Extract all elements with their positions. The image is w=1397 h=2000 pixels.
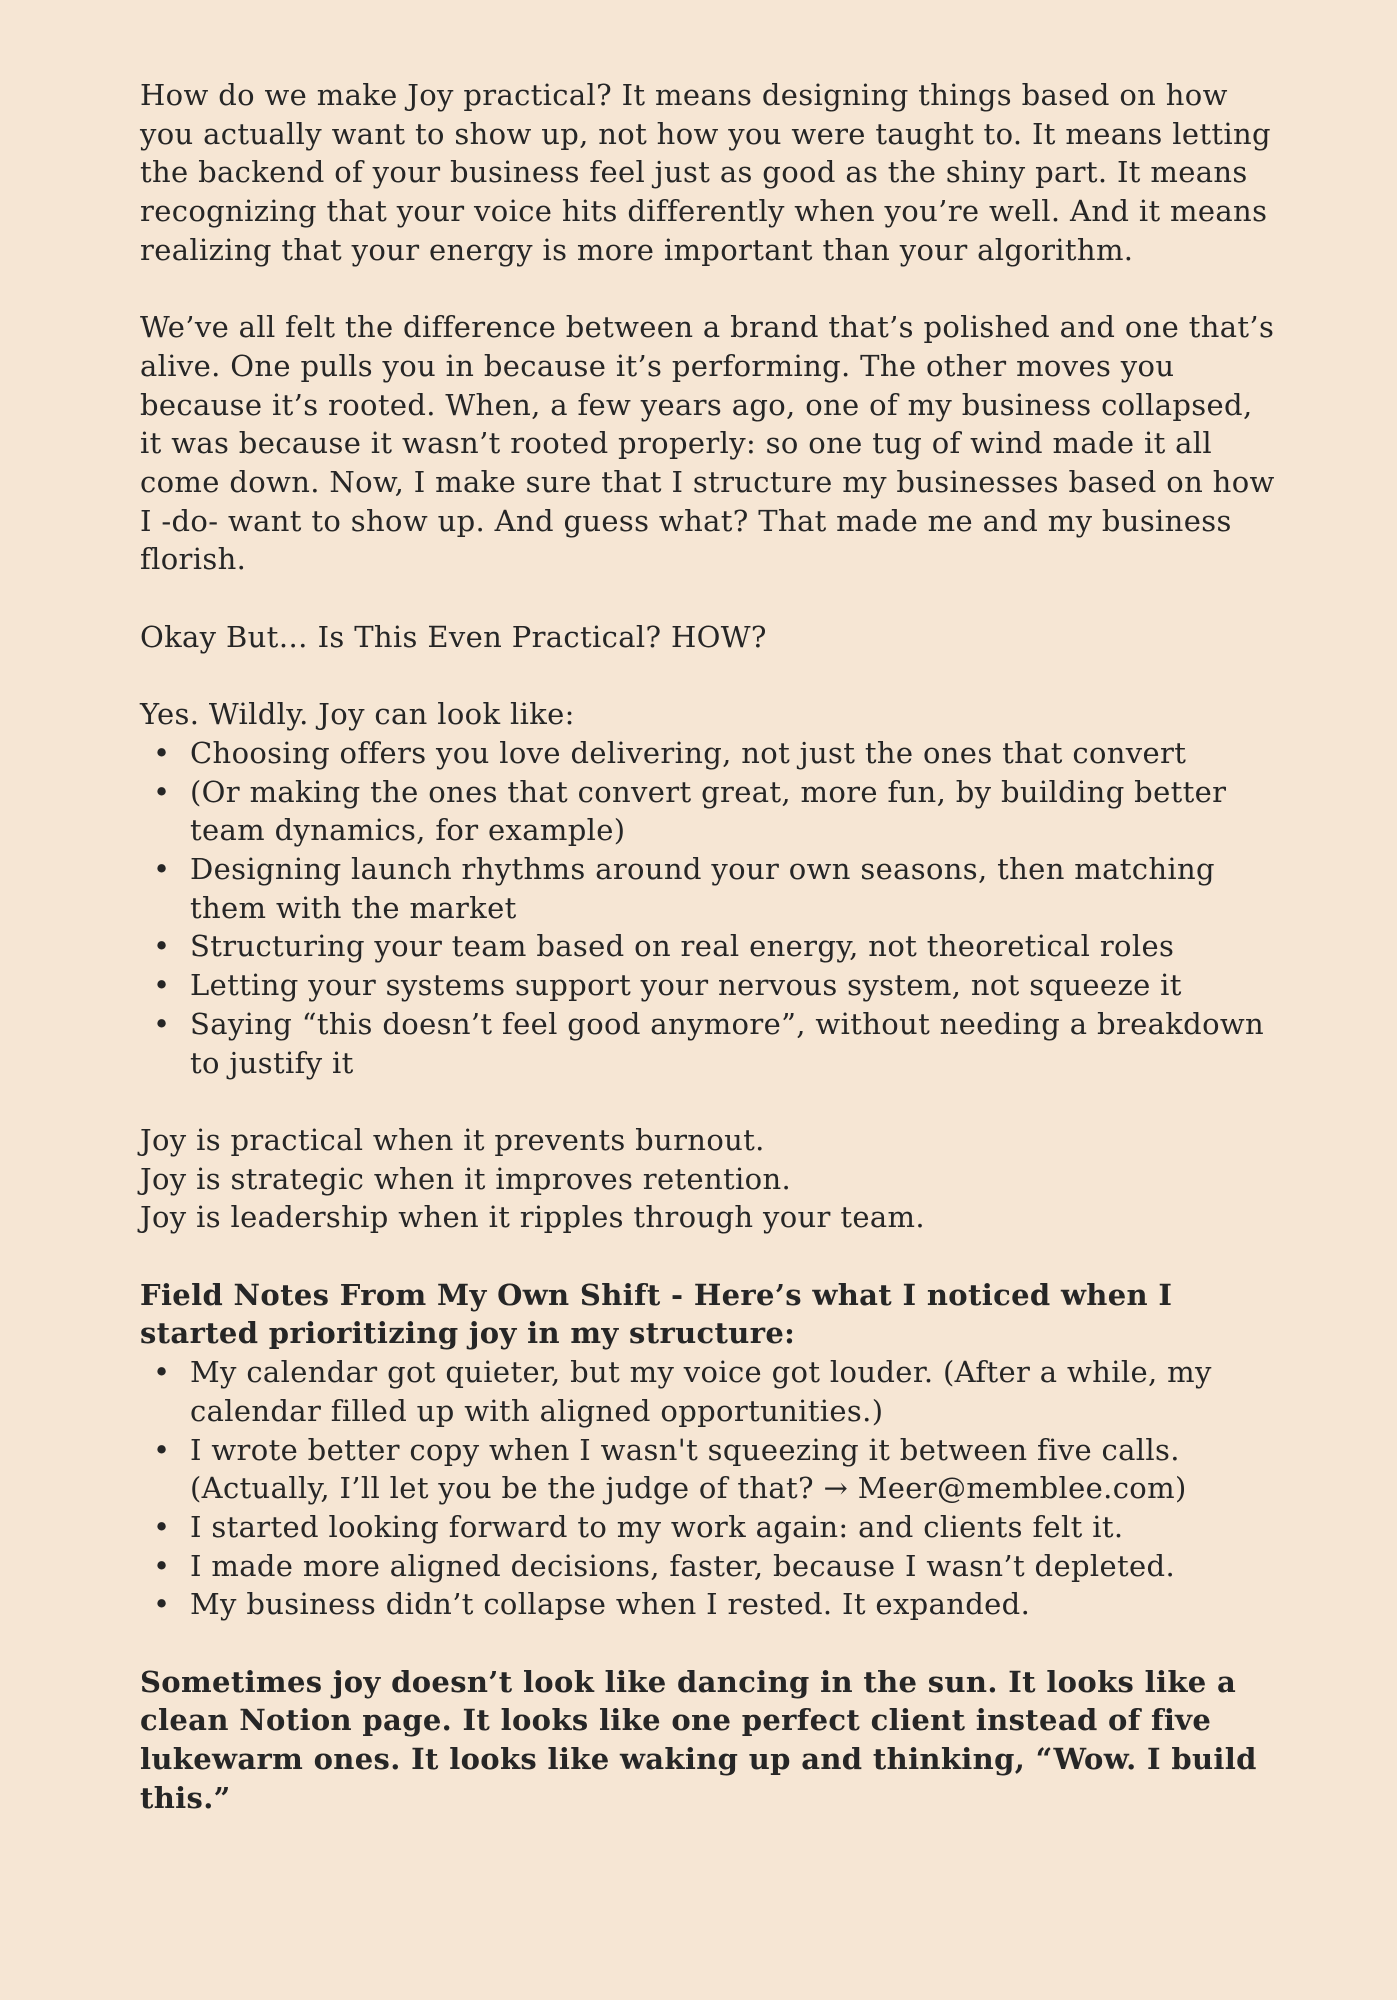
list-intro: Yes. Wildly. Joy can look like: <box>140 697 575 732</box>
list-item: • My calendar got quieter, but my voice got louder. (After a while, my calendar filled up with aligned opportunities.) <box>140 1353 1280 1430</box>
joy-line-strategic: Joy is strategic when it improves retention. <box>140 1161 792 1196</box>
spacer <box>140 657 1280 696</box>
list-item: • (Or making the ones that convert great, more fun, by building better team dynamics, for example) <box>140 773 1280 850</box>
list-item: • Saying “this doesn’t feel good anymore”, without needing a breakdown to justify it <box>140 1005 1280 1082</box>
question-line: Okay But… Is This Even Practical? HOW? <box>140 619 767 654</box>
intro-paragraph: How do we make Joy practical? It means designing things based on how you actually want to show up, not how you were taught to. It means letting the backend of your business feel just as good as the shiny part. It means recognizing that your voice hits differently when you’re well. And it means realizing that your energy is more important than your algorithm. <box>140 78 1271 267</box>
joy-line-practical: Joy is practical when it prevents burnout. <box>140 1122 765 1157</box>
spacer <box>140 270 1280 309</box>
list-item: • I wrote better copy when I wasn't squeezing it between five calls. (Actually, I’ll let you be the judge of that? → Meer@memblee.com) <box>140 1431 1280 1508</box>
list-item: • I made more aligned decisions, faster, because I wasn’t depleted. <box>140 1547 1280 1586</box>
spacer <box>140 1237 1280 1276</box>
field-notes-list <box>140 1353 1280 1624</box>
field-notes-heading: Field Notes From My Own Shift - Here’s what I noticed when I started prioritizing joy in my structure: <box>140 1277 1173 1351</box>
list-item: • My business didn’t collapse when I rested. It expanded. <box>140 1585 1280 1624</box>
list-item: • I started looking forward to my work again: and clients felt it. <box>140 1508 1280 1547</box>
list-item: • Structuring your team based on real energy, not theoretical roles <box>140 927 1280 966</box>
list-item: • Letting your systems support your nervous system, not squeeze it <box>140 966 1280 1005</box>
closing-paragraph: Sometimes joy doesn’t look like dancing in the sun. It looks like a clean Notion page. It looks like one perfect client instead of five lukewarm ones. It looks like waking up and thinking, “Wow. I build this.” <box>140 1664 1257 1815</box>
brand-paragraph: We’ve all felt the difference between a brand that’s polished and one that’s alive. One pulls you in because it’s performing. The other moves you because it’s rooted. When, a few years ago, one of my business collapsed, it was because it wasn’t rooted properly: so one tug of wind made it all come down. Now, I make sure that I structure my businesses based on how I -do- want to show up. And guess what? That made me and my business florish. <box>140 310 1275 577</box>
spacer <box>140 1082 1280 1121</box>
joy-line-leadership: Joy is leadership when it ripples through your team. <box>140 1200 925 1235</box>
document-page <box>140 76 1280 1818</box>
spacer <box>140 579 1280 618</box>
list-item: • Designing launch rhythms around your own seasons, then matching them with the market <box>140 850 1280 927</box>
joy-examples-list <box>140 734 1280 1082</box>
spacer <box>140 1624 1280 1663</box>
list-item: • Choosing offers you love delivering, not just the ones that convert <box>140 734 1280 773</box>
